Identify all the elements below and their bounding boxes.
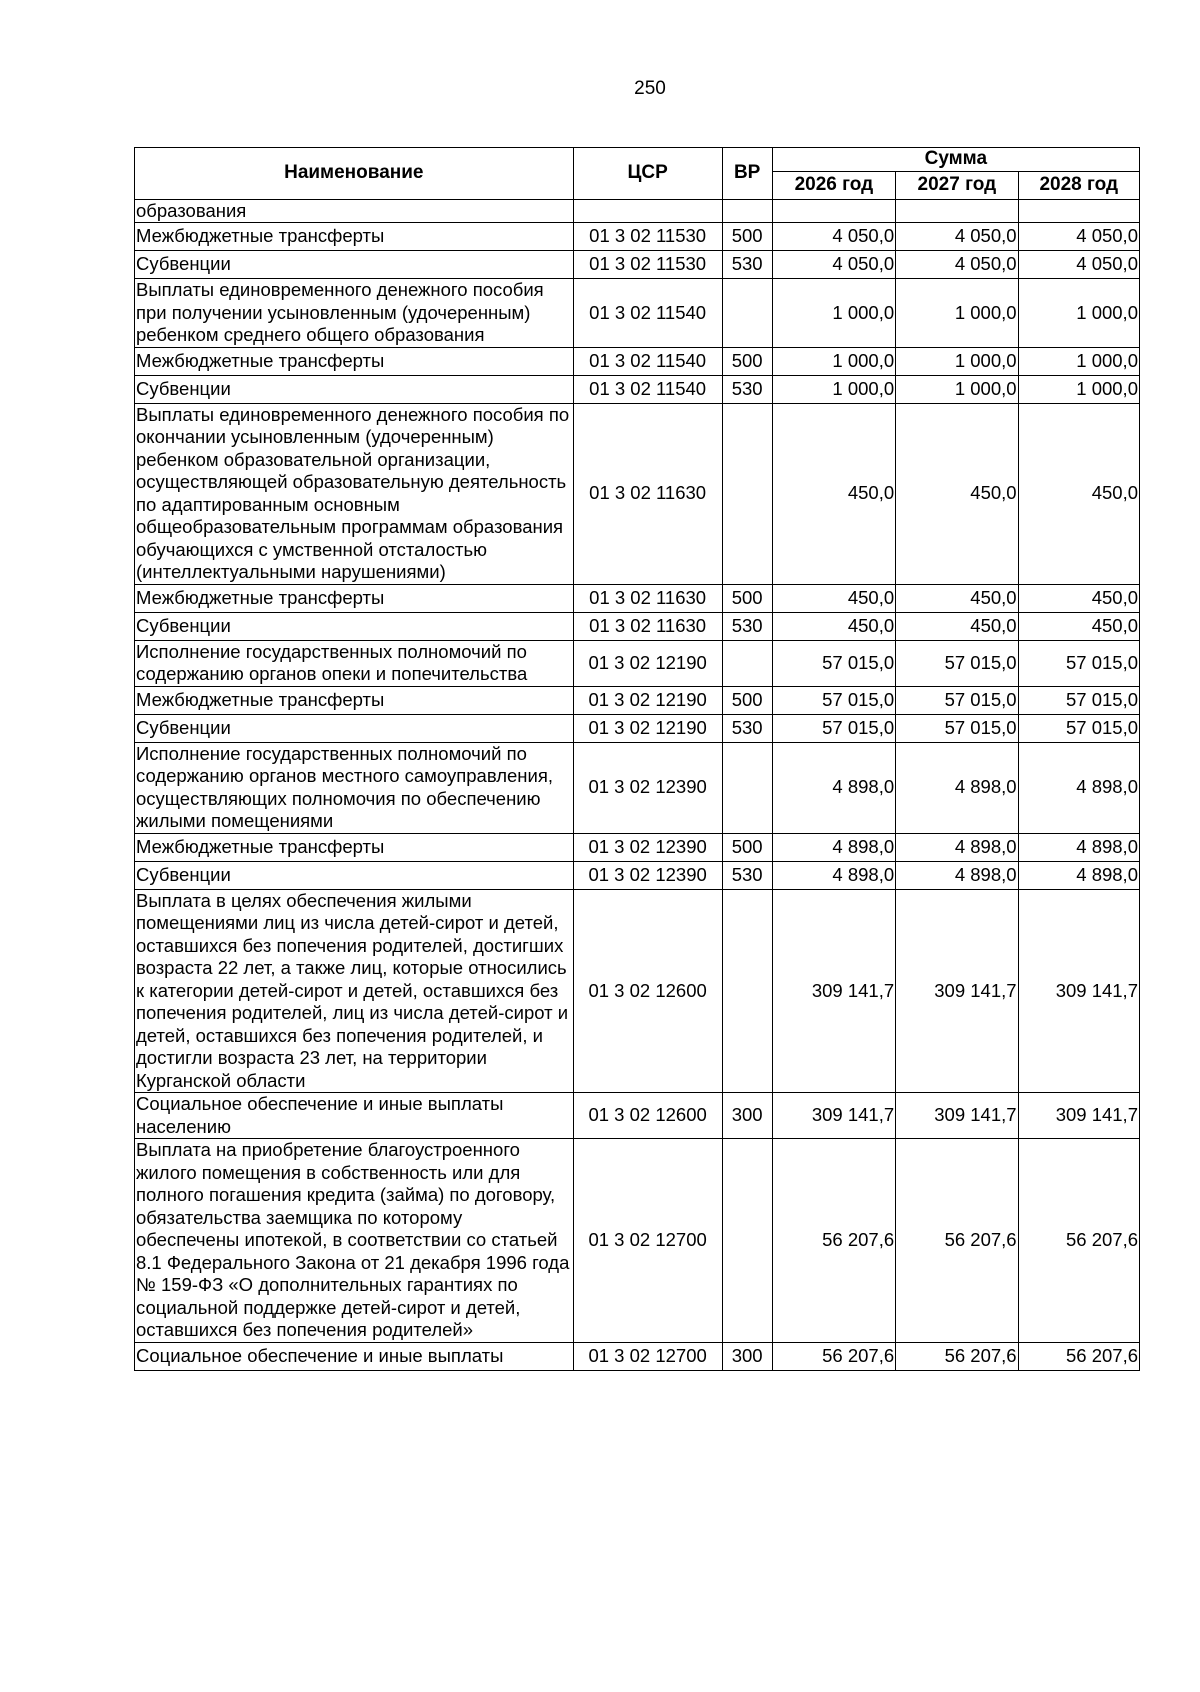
cell-sum-2028: 4 050,0 <box>1018 223 1139 251</box>
cell-sum-2028: 56 207,6 <box>1018 1139 1139 1343</box>
header-year-2028: 2028 год <box>1018 171 1139 199</box>
cell-sum-2027: 4 898,0 <box>896 833 1018 861</box>
cell-vr: 300 <box>722 1093 772 1139</box>
cell-sum-2028: 450,0 <box>1018 612 1139 640</box>
header-year-2027: 2027 год <box>896 171 1018 199</box>
cell-sum-2026: 4 898,0 <box>772 861 895 889</box>
cell-vr: 500 <box>722 347 772 375</box>
table-row <box>135 742 1140 833</box>
cell-vr <box>722 889 772 1093</box>
cell-vr <box>722 742 772 833</box>
cell-sum-2027: 4 898,0 <box>896 861 1018 889</box>
cell-sum-2026: 4 898,0 <box>772 833 895 861</box>
cell-name: образования <box>135 199 574 223</box>
cell-sum-2027 <box>896 199 1018 223</box>
cell-sum-2028: 450,0 <box>1018 403 1139 584</box>
cell-sum-2026: 56 207,6 <box>772 1139 895 1343</box>
table-row <box>135 199 1140 223</box>
cell-name: Исполнение государственных полномочий по содержанию органов местного самоуправления, осуществляющих полномочия по обеспечению жилыми помещениями <box>135 742 574 833</box>
cell-csr: 01 3 02 12390 <box>573 833 722 861</box>
cell-sum-2027: 57 015,0 <box>896 714 1018 742</box>
table-row <box>135 612 1140 640</box>
cell-name: Межбюджетные трансферты <box>135 584 574 612</box>
cell-csr: 01 3 02 11540 <box>573 375 722 403</box>
cell-sum-2028: 4 898,0 <box>1018 742 1139 833</box>
cell-csr: 01 3 02 12600 <box>573 889 722 1093</box>
cell-csr <box>573 199 722 223</box>
cell-sum-2027: 1 000,0 <box>896 375 1018 403</box>
cell-vr <box>722 640 772 686</box>
cell-sum-2026: 1 000,0 <box>772 279 895 348</box>
cell-name: Субвенции <box>135 861 574 889</box>
table-row <box>135 1342 1140 1370</box>
cell-sum-2026: 309 141,7 <box>772 1093 895 1139</box>
table-row <box>135 279 1140 348</box>
cell-vr <box>722 279 772 348</box>
cell-csr: 01 3 02 12700 <box>573 1139 722 1343</box>
table-header <box>135 148 1140 200</box>
cell-sum-2026: 309 141,7 <box>772 889 895 1093</box>
cell-sum-2027: 57 015,0 <box>896 686 1018 714</box>
cell-vr: 530 <box>722 714 772 742</box>
cell-sum-2028: 56 207,6 <box>1018 1342 1139 1370</box>
cell-name: Межбюджетные трансферты <box>135 347 574 375</box>
cell-sum-2028: 4 898,0 <box>1018 833 1139 861</box>
cell-vr: 500 <box>722 584 772 612</box>
cell-sum-2027: 309 141,7 <box>896 1093 1018 1139</box>
cell-sum-2028: 4 050,0 <box>1018 251 1139 279</box>
cell-csr: 01 3 02 12190 <box>573 714 722 742</box>
cell-sum-2028: 309 141,7 <box>1018 889 1139 1093</box>
cell-sum-2027: 309 141,7 <box>896 889 1018 1093</box>
cell-vr: 500 <box>722 833 772 861</box>
cell-csr: 01 3 02 12390 <box>573 742 722 833</box>
cell-vr: 530 <box>722 861 772 889</box>
cell-sum-2028: 57 015,0 <box>1018 640 1139 686</box>
cell-name: Межбюджетные трансферты <box>135 223 574 251</box>
cell-name: Выплаты единовременного денежного пособия по окончании усыновленным (удочеренным) ребенком образовательной организации, осуществляющей образовательную деятельность по адаптированным основным общеобразовательным программам образования обучающихся с умственной отсталостью (интеллектуальными нарушениями) <box>135 403 574 584</box>
table-row <box>135 861 1140 889</box>
table-row <box>135 714 1140 742</box>
cell-csr: 01 3 02 11630 <box>573 584 722 612</box>
cell-sum-2028 <box>1018 199 1139 223</box>
header-csr: ЦСР <box>573 148 722 200</box>
cell-name: Выплаты единовременного денежного пособия при получении усыновленным (удочеренным) ребенком среднего общего образования <box>135 279 574 348</box>
header-vr: ВР <box>722 148 772 200</box>
cell-sum-2026: 450,0 <box>772 403 895 584</box>
cell-sum-2026: 57 015,0 <box>772 640 895 686</box>
cell-sum-2026 <box>772 199 895 223</box>
cell-sum-2026: 57 015,0 <box>772 714 895 742</box>
cell-sum-2026: 57 015,0 <box>772 686 895 714</box>
table-row <box>135 584 1140 612</box>
table-body <box>135 199 1140 1370</box>
table-row <box>135 1093 1140 1139</box>
cell-sum-2027: 4 898,0 <box>896 742 1018 833</box>
cell-name: Субвенции <box>135 251 574 279</box>
cell-sum-2027: 450,0 <box>896 612 1018 640</box>
cell-sum-2026: 1 000,0 <box>772 375 895 403</box>
cell-sum-2027: 1 000,0 <box>896 347 1018 375</box>
cell-csr: 01 3 02 11630 <box>573 612 722 640</box>
table-row <box>135 375 1140 403</box>
table-row <box>135 223 1140 251</box>
cell-sum-2027: 1 000,0 <box>896 279 1018 348</box>
cell-name: Межбюджетные трансферты <box>135 686 574 714</box>
table-row <box>135 1139 1140 1343</box>
cell-sum-2026: 4 050,0 <box>772 251 895 279</box>
page-number: 250 <box>634 78 666 99</box>
cell-sum-2027: 4 050,0 <box>896 223 1018 251</box>
cell-vr: 530 <box>722 612 772 640</box>
cell-vr: 500 <box>722 223 772 251</box>
cell-csr: 01 3 02 12190 <box>573 640 722 686</box>
cell-sum-2026: 450,0 <box>772 612 895 640</box>
cell-vr: 500 <box>722 686 772 714</box>
cell-name: Субвенции <box>135 375 574 403</box>
cell-vr <box>722 1139 772 1343</box>
cell-sum-2027: 450,0 <box>896 403 1018 584</box>
header-name: Наименование <box>135 148 574 200</box>
cell-name: Выплата на приобретение благоустроенного жилого помещения в собственность или для полного погашения кредита (займа) по договору, обязательства заемщика по которому обеспечены ипотекой, в соответствии со статьей 8.1 Федерального Закона от 21 декабря 1996 года № 159-ФЗ «О дополнительных гарантиях по социальной поддержке детей-сирот и детей, оставшихся без попечения родителей» <box>135 1139 574 1343</box>
header-sum: Сумма <box>772 148 1139 172</box>
table-row <box>135 686 1140 714</box>
cell-csr: 01 3 02 11530 <box>573 251 722 279</box>
cell-name: Межбюджетные трансферты <box>135 833 574 861</box>
cell-sum-2028: 57 015,0 <box>1018 714 1139 742</box>
budget-table <box>134 147 1140 1371</box>
cell-sum-2028: 1 000,0 <box>1018 279 1139 348</box>
table-row <box>135 640 1140 686</box>
cell-sum-2026: 1 000,0 <box>772 347 895 375</box>
cell-sum-2027: 56 207,6 <box>896 1342 1018 1370</box>
cell-csr: 01 3 02 12190 <box>573 686 722 714</box>
cell-name: Социальное обеспечение и иные выплаты <box>135 1342 574 1370</box>
cell-sum-2028: 1 000,0 <box>1018 375 1139 403</box>
table-row <box>135 403 1140 584</box>
cell-sum-2027: 57 015,0 <box>896 640 1018 686</box>
cell-csr: 01 3 02 12390 <box>573 861 722 889</box>
cell-vr <box>722 403 772 584</box>
cell-csr: 01 3 02 12700 <box>573 1342 722 1370</box>
cell-sum-2028: 57 015,0 <box>1018 686 1139 714</box>
cell-name: Субвенции <box>135 714 574 742</box>
table-row <box>135 347 1140 375</box>
table-row <box>135 889 1140 1093</box>
cell-sum-2028: 1 000,0 <box>1018 347 1139 375</box>
cell-name: Выплата в целях обеспечения жилыми помещениями лиц из числа детей-сирот и детей, оставшихся без попечения родителей, достигших возраста 22 лет, а также лиц, которые относились к категории детей-сирот и детей, оставшихся без попечения родителей, лиц из числа детей-сирот и детей, оставшихся без попечения родителей, и достигли возраста 23 лет, на территории Курганской области <box>135 889 574 1093</box>
cell-sum-2026: 4 050,0 <box>772 223 895 251</box>
table-row <box>135 251 1140 279</box>
cell-csr: 01 3 02 11540 <box>573 279 722 348</box>
cell-csr: 01 3 02 11630 <box>573 403 722 584</box>
cell-csr: 01 3 02 12600 <box>573 1093 722 1139</box>
cell-sum-2026: 450,0 <box>772 584 895 612</box>
cell-vr: 530 <box>722 251 772 279</box>
cell-name: Социальное обеспечение и иные выплаты населению <box>135 1093 574 1139</box>
cell-vr: 300 <box>722 1342 772 1370</box>
cell-sum-2027: 56 207,6 <box>896 1139 1018 1343</box>
cell-sum-2028: 4 898,0 <box>1018 861 1139 889</box>
table-row <box>135 833 1140 861</box>
cell-vr <box>722 199 772 223</box>
cell-sum-2027: 4 050,0 <box>896 251 1018 279</box>
cell-sum-2027: 450,0 <box>896 584 1018 612</box>
cell-name: Исполнение государственных полномочий по содержанию органов опеки и попечительства <box>135 640 574 686</box>
cell-sum-2026: 56 207,6 <box>772 1342 895 1370</box>
cell-sum-2026: 4 898,0 <box>772 742 895 833</box>
cell-name: Субвенции <box>135 612 574 640</box>
header-year-2026: 2026 год <box>772 171 895 199</box>
cell-sum-2028: 309 141,7 <box>1018 1093 1139 1139</box>
cell-sum-2028: 450,0 <box>1018 584 1139 612</box>
cell-csr: 01 3 02 11530 <box>573 223 722 251</box>
cell-vr: 530 <box>722 375 772 403</box>
cell-csr: 01 3 02 11540 <box>573 347 722 375</box>
